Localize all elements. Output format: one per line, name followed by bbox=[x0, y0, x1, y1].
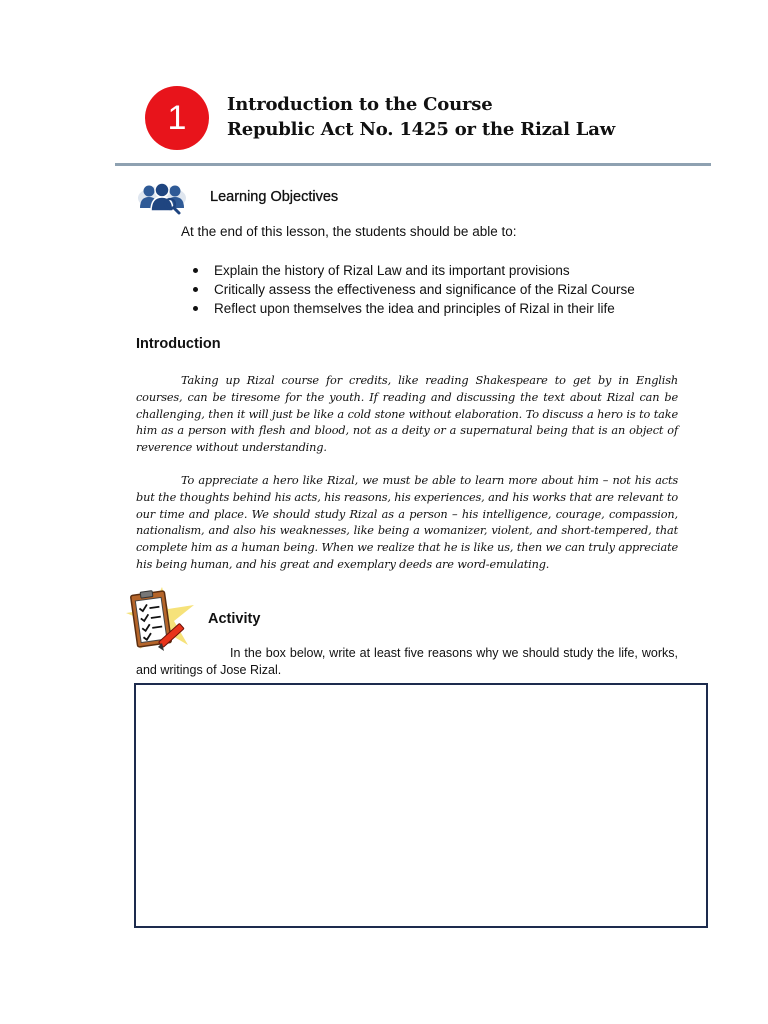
objectives-list bbox=[190, 261, 635, 318]
lesson-subtitle: Republic Act No. 1425 or the Rizal Law bbox=[227, 119, 615, 140]
header-divider bbox=[115, 163, 711, 166]
introduction-heading: Introduction bbox=[136, 336, 221, 352]
introduction-paragraph-2: To appreciate a hero like Rizal, we must be able to learn more about him – not his acts but the thoughts behind his acts, his reasons, his experiences, and his works that are relevant to our time and place. We should study Rizal as a person – his intelligence, courage, compassion, nationalism, and also his weaknesses, like being a womanizer, violent, and short-tempered, that complete him as a human being. When we realize that he is like us, then we can truly appreciate his being human, and his great and exemplary deeds are word-emulating. bbox=[136, 474, 678, 571]
activity-instruction: In the box below, write at least five reasons why we should study the life, works, and writings of Jose Rizal. bbox=[136, 646, 678, 677]
objective-item: Reflect upon themselves the idea and principles of Rizal in their life bbox=[190, 299, 635, 318]
objective-item: Critically assess the effectiveness and significance of the Rizal Course bbox=[190, 280, 635, 299]
objectives-heading: Learning Objectives bbox=[210, 189, 339, 205]
objective-item: Explain the history of Rizal Law and its important provisions bbox=[190, 261, 635, 280]
lesson-number-badge: 1 bbox=[145, 86, 209, 150]
activity-heading: Activity bbox=[208, 611, 261, 627]
lesson-title: Introduction to the Course bbox=[227, 94, 493, 115]
people-search-icon bbox=[137, 180, 187, 216]
introduction-paragraph-1: Taking up Rizal course for credits, like reading Shakespeare to get by in English courses, can be tiresome for the youth. If reading and discussing the text about Rizal can be challenging, then it will just be like a cold stone without elaboration. To discuss a hero is to take him as a person with flesh and blood, not as a deity or a supernatural being that is an object of reverence without understanding. bbox=[136, 374, 678, 455]
objectives-intro: At the end of this lesson, the students should be able to: bbox=[181, 224, 517, 239]
answer-box[interactable] bbox=[134, 683, 708, 928]
